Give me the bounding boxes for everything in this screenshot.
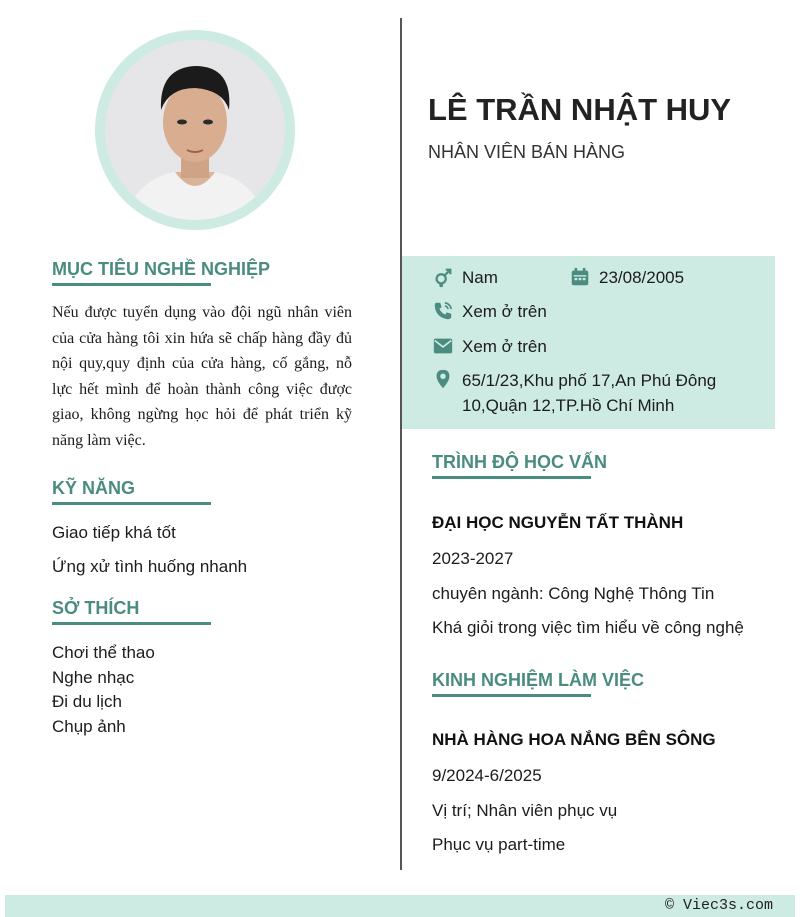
skills-title-underline [52,502,211,505]
education-period: 2023-2027 [432,549,514,568]
column-divider [400,18,402,870]
experience-title-underline [432,694,591,697]
gender-icon [432,266,454,288]
email-icon [432,335,454,357]
objective-title-underline [52,283,211,286]
education-note: Khá giỏi trong việc tìm hiểu về công nghệ [432,618,744,637]
phone-icon [432,300,454,322]
job-title: NHÂN VIÊN BÁN HÀNG [428,142,626,162]
hobby-item: Nghe nhạc [52,668,135,687]
hobby-item: Chơi thể thao [52,643,155,662]
footer-watermark: © Viec3s.com [664,897,773,914]
calendar-icon [569,266,591,288]
contact-panel [402,256,775,429]
address-line-2: 10,Quận 12,TP.Hồ Chí Minh [462,396,675,415]
hobbies-title-underline [52,622,211,625]
experience-period: 9/2024-6/2025 [432,766,542,785]
objective-title: MỤC TIÊU NGHỀ NGHIỆP [52,259,271,279]
avatar [105,40,285,220]
full-name: LÊ TRẦN NHẬT HUY [428,92,732,127]
education-major: chuyên ngành: Công Nghệ Thông Tin [432,584,715,603]
address-line-1: 65/1/23,Khu phố 17,An Phú Đông [462,371,717,390]
experience-description: Phục vụ part-time [432,835,566,854]
experience-position: Vị trí; Nhân viên phục vụ [432,801,618,820]
education-title: TRÌNH ĐỘ HỌC VẤN [432,452,607,472]
phone-value: Xem ở trên [462,302,547,321]
skills-title: KỸ NĂNG [52,478,136,498]
skill-item: Giao tiếp khá tốt [52,523,176,542]
birthdate-value: 23/08/2005 [599,268,685,287]
hobbies-title: SỞ THÍCH [52,598,140,618]
gender-value: Nam [462,268,498,287]
education-school: ĐẠI HỌC NGUYỄN TẤT THÀNH [432,513,684,532]
hobby-item: Đi du lịch [52,692,122,711]
avatar-photo [105,40,285,220]
location-icon [432,368,454,390]
hobby-item: Chụp ảnh [52,717,126,736]
experience-company: NHÀ HÀNG HOA NẮNG BÊN SÔNG [432,730,716,749]
objective-text: Nếu được tuyển dụng vào đội ngũ nhân viên của cửa hàng tôi xin hứa sẽ chấp hàng đầy đủ nội quy,quy định của cửa hàng, cố gắng, nỗ lực hết mình để hoàn thành công việc được giao, không ngừng học hỏi để phát triển kỹ năng làm việc. [52,304,352,449]
education-title-underline [432,476,591,479]
email-value: Xem ở trên [462,337,547,356]
footer-bar [5,895,795,917]
skill-item: Ứng xử tình huống nhanh [52,557,248,576]
experience-title: KINH NGHIỆM LÀM VIỆC [432,670,645,690]
avatar-ring [95,30,295,230]
